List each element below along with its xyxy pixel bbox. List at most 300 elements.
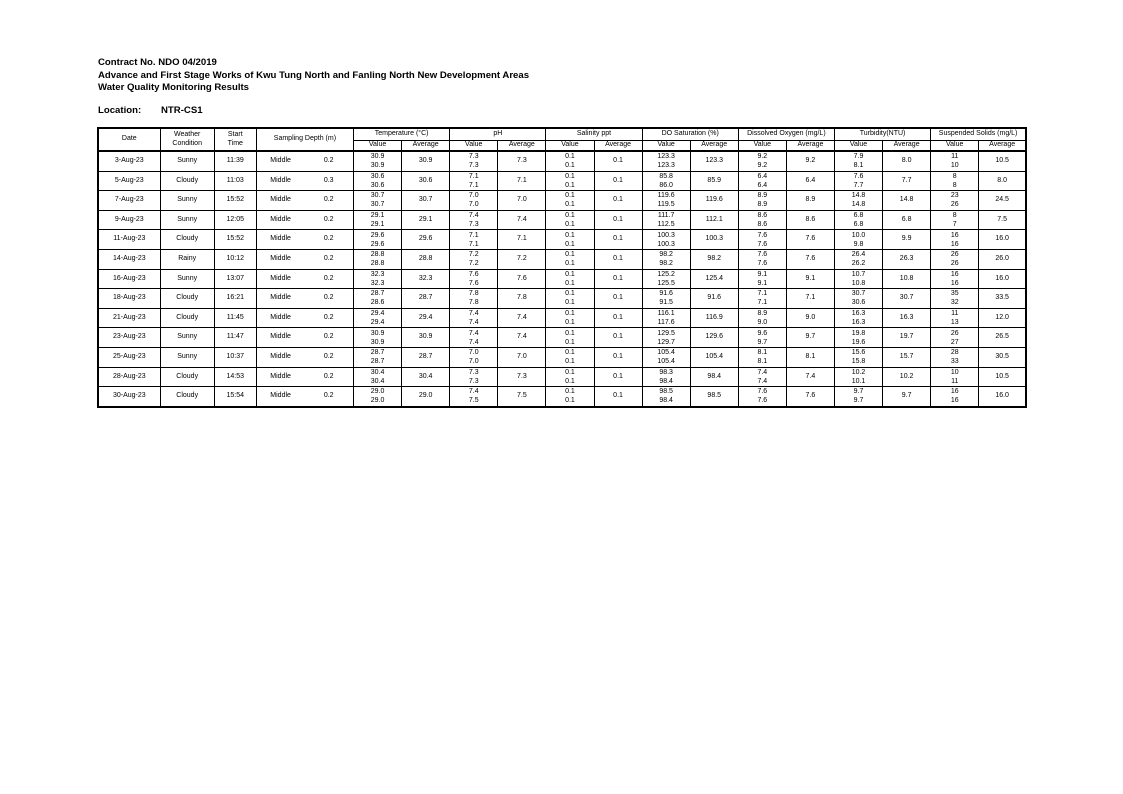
cell-temperature-average: 28.8 (402, 249, 450, 269)
cell-suspended-solids-value: 8 (952, 212, 957, 220)
cell-suspended-solids-values (931, 347, 979, 367)
cell-dissolved-oxygen-values (738, 308, 786, 328)
cell-salinity-value: 0.1 (565, 240, 575, 248)
report-title: Water Quality Monitoring Results (98, 82, 250, 94)
document-header (98, 57, 529, 95)
cell-ph-value: 7.8 (468, 299, 479, 307)
cell-date: 3-Aug-23 (98, 151, 160, 171)
subcol-average: Average (498, 141, 546, 152)
cell-depth-label: Middle (256, 269, 304, 289)
cell-dissolved-oxygen-average: 9.1 (786, 269, 834, 289)
subcol-value: Value (931, 141, 979, 152)
cell-salinity-average: 0.1 (594, 151, 642, 171)
cell-do-saturation-values (642, 151, 690, 171)
cell-ph-average: 7.0 (498, 191, 546, 211)
cell-suspended-solids-value: 8 (952, 181, 957, 189)
cell-turbidity-value: 9.8 (853, 240, 864, 248)
cell-dissolved-oxygen-values (738, 191, 786, 211)
cell-turbidity-value: 19.8 (851, 329, 866, 337)
cell-turbidity-value: 16.3 (851, 310, 866, 318)
cell-depth-value: 0.2 (304, 191, 353, 211)
cell-turbidity-values (834, 289, 882, 309)
cell-suspended-solids-value: 26 (950, 260, 959, 268)
table-row (98, 151, 1026, 171)
cell-ph-value: 7.4 (468, 338, 479, 346)
cell-do-saturation-value: 116.1 (657, 310, 675, 318)
cell-turbidity-value: 14.8 (851, 192, 866, 200)
cell-do-saturation-values (642, 387, 690, 407)
cell-do-saturation-value: 123.3 (657, 162, 675, 170)
cell-dissolved-oxygen-values (738, 347, 786, 367)
cell-temperature-value: 29.0 (370, 388, 385, 396)
cell-ph-average: 7.5 (498, 387, 546, 407)
subcol-average: Average (786, 141, 834, 152)
cell-dissolved-oxygen-value: 7.6 (757, 388, 768, 396)
cell-ph-values (450, 210, 498, 230)
cell-salinity-value: 0.1 (565, 221, 575, 229)
cell-do-saturation-value: 98.5 (659, 388, 673, 396)
cell-suspended-solids-average: 10.5 (979, 151, 1026, 171)
cell-dissolved-oxygen-value: 9.0 (757, 319, 768, 327)
cell-suspended-solids-values (931, 289, 979, 309)
cell-temperature-value: 30.7 (370, 201, 385, 209)
cell-salinity-values (546, 249, 594, 269)
cell-salinity-value: 0.1 (565, 270, 575, 278)
cell-do-saturation-value: 125.2 (657, 270, 675, 278)
cell-turbidity-values (834, 367, 882, 387)
cell-temperature-values (354, 151, 402, 171)
cell-turbidity-value: 10.2 (851, 368, 866, 376)
cell-ph-values (450, 191, 498, 211)
cell-dissolved-oxygen-values (738, 328, 786, 348)
cell-temperature-average: 30.9 (402, 151, 450, 171)
cell-suspended-solids-values (931, 191, 979, 211)
cell-depth-label: Middle (256, 328, 304, 348)
cell-dissolved-oxygen-average: 9.7 (786, 328, 834, 348)
table-row (98, 269, 1026, 289)
cell-do-saturation-value: 105.4 (657, 349, 675, 357)
cell-temperature-values (354, 328, 402, 348)
cell-salinity-value: 0.1 (565, 397, 575, 405)
cell-start-time: 11:47 (214, 328, 256, 348)
cell-temperature-average: 28.7 (402, 347, 450, 367)
cell-salinity-value: 0.1 (565, 310, 575, 318)
cell-start-time: 10:12 (214, 249, 256, 269)
cell-date: 16-Aug-23 (98, 269, 160, 289)
cell-salinity-values (546, 328, 594, 348)
cell-salinity-values (546, 289, 594, 309)
cell-suspended-solids-average: 26.0 (979, 249, 1026, 269)
col-do-saturation: DO Saturation (%) (642, 128, 738, 141)
cell-do-saturation-values (642, 367, 690, 387)
cell-do-saturation-value: 91.6 (659, 290, 673, 298)
cell-ph-value: 7.3 (468, 368, 479, 376)
cell-turbidity-average: 19.7 (883, 328, 931, 348)
table-row (98, 347, 1026, 367)
cell-do-saturation-value: 98.2 (659, 260, 673, 268)
cell-salinity-value: 0.1 (565, 358, 575, 366)
cell-weather: Cloudy (160, 367, 214, 387)
cell-dissolved-oxygen-value: 8.1 (757, 358, 768, 366)
cell-suspended-solids-values (931, 249, 979, 269)
cell-turbidity-average: 8.0 (883, 151, 931, 171)
cell-ph-value: 7.0 (468, 349, 479, 357)
subcol-value: Value (546, 141, 594, 152)
cell-ph-value: 7.3 (468, 221, 479, 229)
subcol-value: Value (450, 141, 498, 152)
cell-salinity-value: 0.1 (565, 319, 575, 327)
cell-salinity-average: 0.1 (594, 387, 642, 407)
cell-weather: Cloudy (160, 387, 214, 407)
col-weather: Weather Condition (160, 128, 214, 151)
cell-temperature-value: 30.9 (370, 329, 385, 337)
cell-turbidity-value: 15.8 (851, 358, 866, 366)
cell-depth-label: Middle (256, 171, 304, 191)
cell-salinity-value: 0.1 (565, 201, 575, 209)
cell-dissolved-oxygen-value: 7.6 (757, 260, 768, 268)
cell-date: 11-Aug-23 (98, 230, 160, 250)
cell-turbidity-value: 9.7 (853, 397, 864, 405)
cell-salinity-value: 0.1 (565, 251, 575, 259)
cell-depth-value: 0.2 (304, 387, 353, 407)
cell-salinity-average: 0.1 (594, 308, 642, 328)
cell-do-saturation-value: 119.5 (657, 201, 675, 209)
cell-salinity-values (546, 308, 594, 328)
cell-ph-value: 7.4 (468, 329, 479, 337)
cell-dissolved-oxygen-values (738, 289, 786, 309)
cell-turbidity-average: 30.7 (883, 289, 931, 309)
cell-weather: Sunny (160, 347, 214, 367)
cell-suspended-solids-values (931, 269, 979, 289)
cell-dissolved-oxygen-value: 6.4 (757, 181, 768, 189)
cell-temperature-value: 30.4 (370, 368, 385, 376)
cell-depth-value: 0.2 (304, 249, 353, 269)
cell-dissolved-oxygen-value: 9.1 (757, 279, 768, 287)
cell-depth-label: Middle (256, 289, 304, 309)
cell-salinity-values (546, 151, 594, 171)
cell-date: 25-Aug-23 (98, 347, 160, 367)
cell-dissolved-oxygen-average: 7.6 (786, 249, 834, 269)
cell-temperature-value: 30.7 (370, 192, 385, 200)
cell-dissolved-oxygen-average: 7.6 (786, 387, 834, 407)
cell-depth-label: Middle (256, 151, 304, 171)
cell-do-saturation-value: 100.3 (657, 231, 675, 239)
cell-date: 21-Aug-23 (98, 308, 160, 328)
cell-depth-value: 0.2 (304, 289, 353, 309)
cell-suspended-solids-average: 12.0 (979, 308, 1026, 328)
cell-dissolved-oxygen-values (738, 387, 786, 407)
cell-do-saturation-value: 129.5 (657, 329, 675, 337)
cell-suspended-solids-values (931, 367, 979, 387)
cell-do-saturation-value: 111.7 (657, 212, 675, 220)
cell-ph-value: 7.3 (468, 162, 479, 170)
cell-temperature-average: 30.7 (402, 191, 450, 211)
cell-temperature-value: 29.1 (370, 212, 385, 220)
cell-suspended-solids-average: 30.5 (979, 347, 1026, 367)
cell-turbidity-values (834, 171, 882, 191)
cell-turbidity-value: 7.7 (853, 181, 864, 189)
cell-temperature-value: 28.6 (370, 299, 385, 307)
cell-salinity-average: 0.1 (594, 210, 642, 230)
cell-do-saturation-values (642, 347, 690, 367)
cell-salinity-value: 0.1 (565, 231, 575, 239)
cell-temperature-values (354, 171, 402, 191)
cell-turbidity-value: 10.7 (851, 270, 866, 278)
cell-ph-values (450, 387, 498, 407)
cell-suspended-solids-average: 8.0 (979, 171, 1026, 191)
cell-turbidity-values (834, 328, 882, 348)
cell-dissolved-oxygen-value: 7.4 (757, 377, 768, 385)
cell-do-saturation-value: 100.3 (657, 240, 675, 248)
cell-dissolved-oxygen-values (738, 269, 786, 289)
cell-temperature-average: 32.3 (402, 269, 450, 289)
cell-ph-average: 7.2 (498, 249, 546, 269)
cell-turbidity-value: 6.8 (853, 212, 864, 220)
subcol-average: Average (690, 141, 738, 152)
cell-suspended-solids-average: 26.5 (979, 328, 1026, 348)
cell-dissolved-oxygen-value: 9.2 (757, 162, 768, 170)
cell-temperature-average: 29.6 (402, 230, 450, 250)
cell-temperature-average: 29.4 (402, 308, 450, 328)
cell-suspended-solids-value: 10 (950, 368, 959, 376)
cell-do-saturation-values (642, 269, 690, 289)
cell-date: 7-Aug-23 (98, 191, 160, 211)
cell-do-saturation-values (642, 308, 690, 328)
table-row (98, 367, 1026, 387)
cell-ph-values (450, 347, 498, 367)
cell-ph-values (450, 328, 498, 348)
cell-date: 5-Aug-23 (98, 171, 160, 191)
cell-do-saturation-values (642, 171, 690, 191)
cell-salinity-value: 0.1 (565, 181, 575, 189)
cell-depth-label: Middle (256, 210, 304, 230)
cell-salinity-average: 0.1 (594, 289, 642, 309)
cell-turbidity-values (834, 269, 882, 289)
cell-start-time: 11:39 (214, 151, 256, 171)
cell-salinity-average: 0.1 (594, 269, 642, 289)
cell-date: 28-Aug-23 (98, 367, 160, 387)
cell-temperature-value: 29.4 (370, 310, 385, 318)
cell-weather: Sunny (160, 191, 214, 211)
cell-temperature-value: 30.6 (370, 172, 385, 180)
cell-turbidity-values (834, 151, 882, 171)
cell-temperature-value: 32.3 (370, 279, 385, 287)
cell-temperature-values (354, 289, 402, 309)
cell-do-saturation-values (642, 289, 690, 309)
cell-dissolved-oxygen-value: 7.1 (757, 290, 768, 298)
cell-suspended-solids-value: 16 (950, 231, 959, 239)
cell-ph-values (450, 269, 498, 289)
cell-dissolved-oxygen-values (738, 151, 786, 171)
cell-depth-label: Middle (256, 367, 304, 387)
cell-dissolved-oxygen-value: 8.9 (757, 192, 768, 200)
cell-do-saturation-average: 112.1 (690, 210, 738, 230)
cell-temperature-values (354, 210, 402, 230)
subcol-value: Value (642, 141, 690, 152)
cell-suspended-solids-value: 26 (950, 201, 959, 209)
cell-ph-average: 7.3 (498, 367, 546, 387)
cell-ph-value: 7.0 (468, 201, 479, 209)
cell-ph-average: 7.4 (498, 210, 546, 230)
cell-turbidity-value: 9.7 (853, 388, 864, 396)
cell-ph-value: 7.1 (468, 181, 479, 189)
cell-depth-value: 0.2 (304, 347, 353, 367)
cell-depth-label: Middle (256, 387, 304, 407)
cell-ph-values (450, 367, 498, 387)
table-row (98, 328, 1026, 348)
cell-dissolved-oxygen-average: 8.9 (786, 191, 834, 211)
cell-dissolved-oxygen-value: 9.7 (757, 338, 768, 346)
project-title: Advance and First Stage Works of Kwu Tung North and Fanling North New Development Areas (98, 69, 530, 81)
cell-depth-value: 0.2 (304, 210, 353, 230)
cell-temperature-value: 30.9 (370, 338, 385, 346)
col-salinity: Salinity ppt (546, 128, 642, 141)
cell-suspended-solids-average: 33.5 (979, 289, 1026, 309)
cell-suspended-solids-value: 13 (950, 319, 959, 327)
cell-ph-value: 7.4 (468, 310, 479, 318)
cell-dissolved-oxygen-value: 7.1 (757, 299, 768, 307)
cell-suspended-solids-value: 33 (950, 358, 959, 366)
cell-salinity-values (546, 230, 594, 250)
cell-turbidity-values (834, 210, 882, 230)
cell-turbidity-values (834, 249, 882, 269)
cell-suspended-solids-values (931, 387, 979, 407)
cell-suspended-solids-average: 7.5 (979, 210, 1026, 230)
cell-do-saturation-values (642, 249, 690, 269)
cell-temperature-values (354, 367, 402, 387)
cell-ph-average: 7.3 (498, 151, 546, 171)
cell-dissolved-oxygen-average: 6.4 (786, 171, 834, 191)
cell-weather: Sunny (160, 210, 214, 230)
cell-turbidity-value: 30.6 (851, 299, 866, 307)
cell-suspended-solids-values (931, 308, 979, 328)
cell-salinity-values (546, 191, 594, 211)
cell-ph-average: 7.0 (498, 347, 546, 367)
subcol-average: Average (979, 141, 1026, 152)
cell-dissolved-oxygen-average: 9.0 (786, 308, 834, 328)
cell-weather: Cloudy (160, 230, 214, 250)
cell-dissolved-oxygen-values (738, 249, 786, 269)
cell-temperature-value: 29.0 (370, 397, 385, 405)
table-row (98, 249, 1026, 269)
cell-ph-value: 7.0 (468, 358, 479, 366)
cell-turbidity-value: 26.2 (851, 260, 866, 268)
cell-turbidity-average: 16.3 (883, 308, 931, 328)
cell-salinity-value: 0.1 (565, 192, 575, 200)
cell-ph-value: 7.6 (468, 270, 479, 278)
cell-salinity-values (546, 210, 594, 230)
cell-salinity-values (546, 269, 594, 289)
cell-weather: Sunny (160, 269, 214, 289)
col-date: Date (98, 128, 160, 151)
cell-suspended-solids-value: 26 (950, 329, 959, 337)
cell-temperature-average: 30.4 (402, 367, 450, 387)
table-row (98, 308, 1026, 328)
cell-do-saturation-average: 116.9 (690, 308, 738, 328)
cell-salinity-average: 0.1 (594, 347, 642, 367)
cell-turbidity-average: 6.8 (883, 210, 931, 230)
cell-ph-value: 7.2 (468, 251, 479, 259)
location-line (98, 105, 203, 116)
cell-temperature-value: 30.9 (370, 162, 385, 170)
cell-depth-label: Middle (256, 249, 304, 269)
cell-temperature-values (354, 249, 402, 269)
cell-do-saturation-average: 129.6 (690, 328, 738, 348)
cell-turbidity-value: 6.8 (853, 221, 864, 229)
cell-dissolved-oxygen-average: 7.1 (786, 289, 834, 309)
cell-temperature-value: 28.7 (370, 349, 385, 357)
cell-turbidity-value: 10.1 (851, 377, 866, 385)
location-label: Location: (98, 105, 142, 116)
cell-do-saturation-value: 119.6 (657, 192, 675, 200)
cell-turbidity-value: 8.1 (853, 162, 864, 170)
cell-depth-label: Middle (256, 308, 304, 328)
col-start-time: Start Time (214, 128, 256, 151)
cell-salinity-value: 0.1 (565, 172, 575, 180)
cell-depth-value: 0.2 (304, 151, 353, 171)
cell-ph-value: 7.1 (468, 231, 479, 239)
table-row (98, 210, 1026, 230)
cell-salinity-values (546, 387, 594, 407)
cell-temperature-value: 29.4 (370, 319, 385, 327)
cell-turbidity-value: 7.9 (853, 153, 864, 161)
cell-temperature-value: 28.8 (370, 260, 385, 268)
cell-salinity-value: 0.1 (565, 260, 575, 268)
cell-dissolved-oxygen-value: 7.6 (757, 397, 768, 405)
cell-dissolved-oxygen-value: 8.6 (757, 212, 768, 220)
cell-temperature-average: 30.6 (402, 171, 450, 191)
cell-suspended-solids-value: 16 (950, 279, 959, 287)
cell-temperature-values (354, 191, 402, 211)
cell-temperature-values (354, 308, 402, 328)
cell-salinity-average: 0.1 (594, 171, 642, 191)
cell-dissolved-oxygen-value: 8.1 (757, 349, 768, 357)
cell-dissolved-oxygen-value: 7.6 (757, 240, 768, 248)
cell-temperature-value: 30.9 (370, 153, 385, 161)
subcol-average: Average (883, 141, 931, 152)
cell-start-time: 16:21 (214, 289, 256, 309)
cell-ph-average: 7.6 (498, 269, 546, 289)
cell-do-saturation-value: 91.5 (659, 299, 673, 307)
cell-ph-average: 7.8 (498, 289, 546, 309)
cell-dissolved-oxygen-value: 8.9 (757, 310, 768, 318)
cell-do-saturation-value: 98.3 (659, 368, 673, 376)
cell-do-saturation-values (642, 191, 690, 211)
cell-turbidity-average: 10.8 (883, 269, 931, 289)
subcol-value: Value (834, 141, 882, 152)
cell-do-saturation-value: 86.0 (659, 181, 673, 189)
cell-temperature-value: 29.6 (370, 231, 385, 239)
cell-turbidity-average: 15.7 (883, 347, 931, 367)
cell-weather: Rainy (160, 249, 214, 269)
cell-suspended-solids-value: 10 (950, 162, 959, 170)
cell-temperature-average: 29.0 (402, 387, 450, 407)
location-value: NTR-CS1 (161, 105, 203, 116)
cell-start-time: 10:37 (214, 347, 256, 367)
cell-turbidity-values (834, 191, 882, 211)
cell-start-time: 15:54 (214, 387, 256, 407)
cell-do-saturation-values (642, 230, 690, 250)
cell-ph-values (450, 230, 498, 250)
cell-suspended-solids-value: 16 (950, 270, 959, 278)
cell-ph-value: 7.4 (468, 212, 479, 220)
cell-temperature-average: 29.1 (402, 210, 450, 230)
cell-ph-value: 7.1 (468, 172, 479, 180)
subcol-value: Value (354, 141, 402, 152)
cell-depth-value: 0.2 (304, 367, 353, 387)
cell-date: 30-Aug-23 (98, 387, 160, 407)
cell-suspended-solids-value: 16 (950, 397, 959, 405)
